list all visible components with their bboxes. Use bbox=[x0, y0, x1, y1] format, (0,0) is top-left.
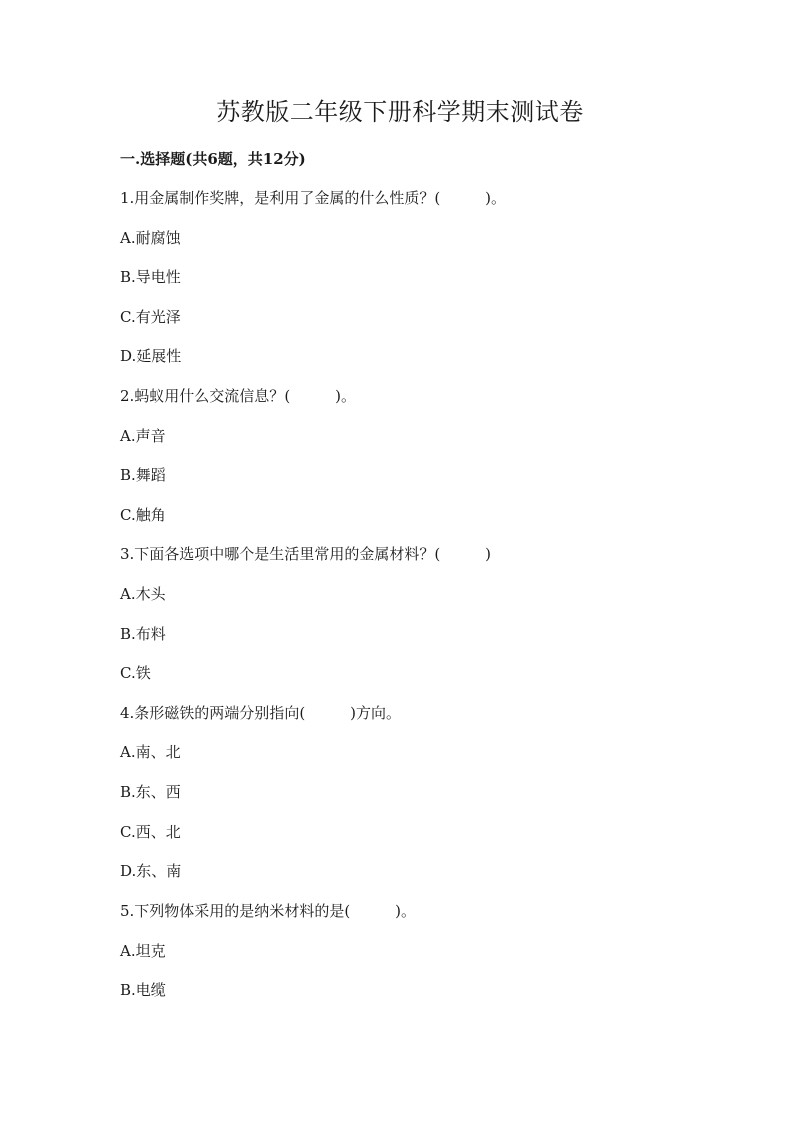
question-2-option-a: A.声音 bbox=[120, 427, 166, 445]
question-1-option-c: C.有光泽 bbox=[120, 308, 181, 326]
question-1-option-a: A.耐腐蚀 bbox=[120, 229, 181, 247]
section-heading: 一.选择题(共6题，共12分) bbox=[120, 150, 306, 168]
page-title: 苏教版二年级下册科学期末测试卷 bbox=[216, 98, 584, 126]
question-3-stem: 3.下面各选项中哪个是生活里常用的金属材料？( ) bbox=[120, 545, 492, 563]
question-5-stem: 5.下列物体采用的是纳米材料的是( )。 bbox=[120, 902, 417, 920]
question-2-stem: 2.蚂蚁用什么交流信息？( )。 bbox=[120, 387, 357, 405]
question-5-option-b: B.电缆 bbox=[120, 981, 166, 999]
question-4-option-d: D.东、南 bbox=[120, 862, 182, 880]
question-5-option-a: A.坦克 bbox=[120, 942, 166, 960]
question-2-option-b: B.舞蹈 bbox=[120, 466, 166, 484]
question-1-option-d: D.延展性 bbox=[120, 347, 182, 365]
question-1-stem: 1.用金属制作奖牌，是利用了金属的什么性质？( )。 bbox=[120, 189, 507, 207]
question-4-option-a: A.南、北 bbox=[120, 743, 181, 761]
question-2-option-c: C.触角 bbox=[120, 506, 166, 524]
question-4-option-b: B.东、西 bbox=[120, 783, 181, 801]
question-4-stem: 4.条形磁铁的两端分别指向( )方向。 bbox=[120, 704, 402, 722]
question-3-option-c: C.铁 bbox=[120, 664, 151, 682]
question-3-option-a: A.木头 bbox=[120, 585, 166, 603]
question-1-option-b: B.导电性 bbox=[120, 268, 181, 286]
question-3-option-b: B.布料 bbox=[120, 625, 166, 643]
question-4-option-c: C.西、北 bbox=[120, 823, 181, 841]
